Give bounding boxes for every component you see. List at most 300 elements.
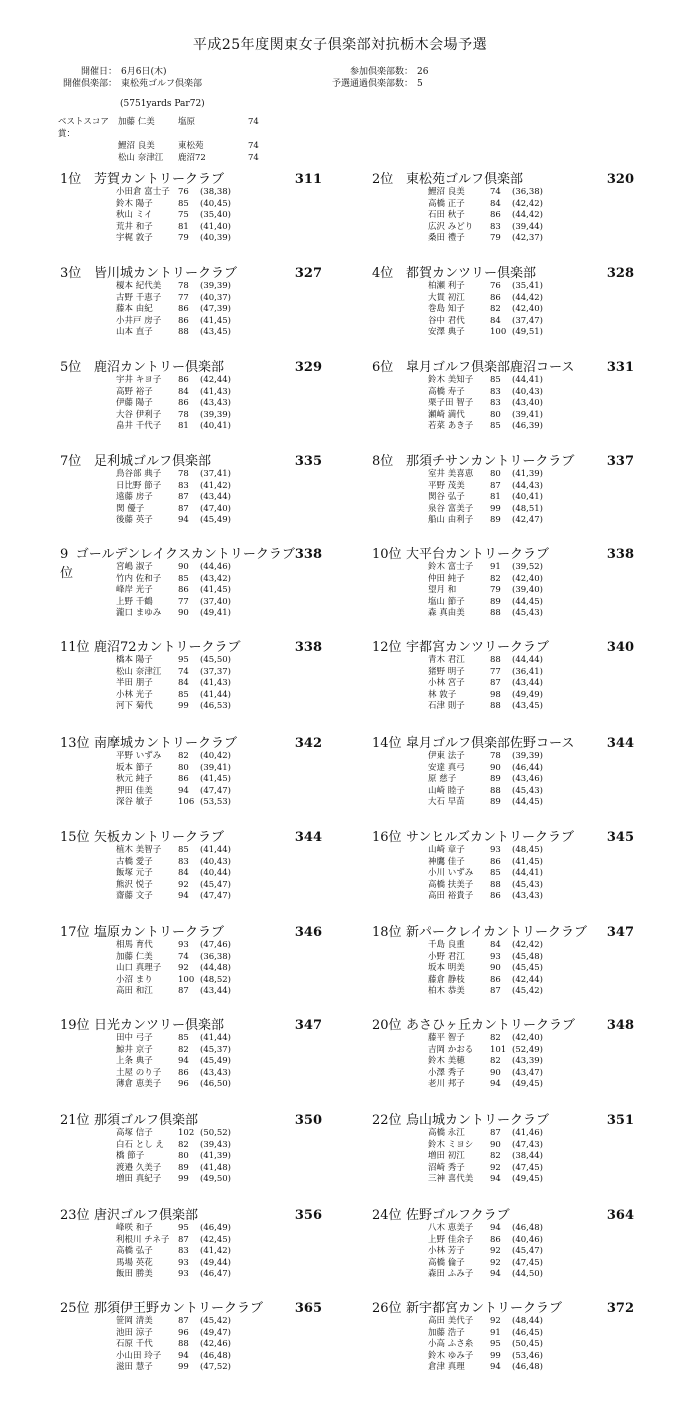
player-row [116,940,322,952]
player-split: (46,48) [512,1362,543,1372]
player-score: 84 [178,386,189,397]
player-score: 88 [178,1339,189,1349]
player-name: 山崎 章子 [428,845,465,855]
player-row [116,1045,322,1057]
player-row [116,678,322,690]
player-score: 83 [178,856,189,867]
player-row [428,421,634,433]
player-split: (48,44) [512,1316,543,1326]
player-split: (47,47) [200,785,231,796]
team-club-name: 日光カンツリー倶楽部 [94,1018,225,1033]
player-split: (44,43) [512,480,543,491]
team-header [60,921,322,939]
player-score: 89 [490,774,501,784]
team-header [372,636,634,654]
venue-label: 開催倶楽部： [62,79,117,89]
team-rank: 23位 [60,1208,90,1223]
player-name: 宮嶋 淑子 [116,562,153,572]
player-name: 八木 恵美子 [428,1223,474,1233]
player-score: 88 [490,879,501,890]
player-name: 大石 早苗 [428,797,465,807]
player-name: 上野 千鶴 [116,596,153,607]
player-score: 94 [178,515,189,525]
player-name: 熊沢 悦子 [116,879,153,890]
player-name: 桑田 禮子 [428,233,465,243]
player-row [428,1339,634,1351]
player-name: 鈴木 富士子 [428,562,474,572]
player-name: 石原 千代 [116,1339,153,1349]
player-split: (44,45) [512,797,543,807]
player-split: (42,40) [512,573,543,584]
player-score: 87 [490,1128,501,1138]
team-club-name: 都賀カンツリー倶楽部 [406,266,537,281]
player-name: 望月 和 [428,585,457,595]
player-score: 92 [178,963,189,973]
player-split: (44,48) [200,963,231,973]
player-score: 86 [178,585,189,595]
player-row [116,327,322,339]
player-row [116,1223,322,1235]
player-row [428,1079,634,1091]
player-name: 飯田 勝美 [116,1269,153,1279]
player-row [116,1339,322,1351]
team-club-name: サンヒルズカントリークラブ [406,830,574,845]
team-rank: 18位 [372,925,402,940]
team-total-score: 311 [294,172,322,187]
player-split: (45,47) [512,1246,543,1256]
player-score: 91 [490,1327,501,1338]
player-score: 94 [490,1079,501,1089]
player-name: 谷中 君代 [428,315,465,326]
player-row [428,327,634,339]
team-rank: 20位 [372,1018,402,1033]
player-score: 80 [490,409,501,420]
player-split: (44,45) [512,596,543,607]
player-score: 94 [490,1174,501,1184]
team-club-name: 足利城ゴルフ倶楽部 [94,454,212,469]
player-name: 小野 君江 [428,951,465,962]
venue-value: 東松苑ゴルフ倶楽部 [121,79,203,89]
player-name: 高橋 正子 [428,198,465,209]
player-score: 84 [490,315,501,326]
team-header [60,1014,322,1032]
player-row [116,574,322,586]
player-name: 関 優子 [116,503,145,514]
team-total-score: 346 [294,925,322,940]
player-row [116,655,322,667]
player-split: (50,45) [512,1339,543,1349]
course-yards: (5751yards Par72) [120,99,205,109]
team-block [372,262,634,352]
player-split: (43,46) [512,774,543,784]
player-row [116,410,322,422]
team-rank: 5位 [60,360,82,375]
player-split: (48,51) [512,503,543,514]
player-score: 84 [490,198,501,209]
player-row [116,504,322,516]
player-list [428,562,634,620]
player-score: 89 [178,1162,189,1173]
player-split: (45,43) [512,608,543,618]
best-score-award [58,116,278,164]
player-score: 86 [178,1067,189,1078]
player-list [116,845,322,903]
player-row [116,597,322,609]
player-name: 吉岡 かおる [428,1044,474,1055]
player-score: 86 [490,891,501,901]
player-score: 86 [178,304,189,314]
player-row [428,667,634,679]
player-split: (41,44) [200,845,231,855]
player-row [116,975,322,987]
player-score: 86 [490,856,501,867]
team-block [60,450,322,540]
player-split: (45,50) [200,655,231,665]
player-row [428,1316,634,1328]
player-name: 安澤 典子 [428,327,465,337]
team-club-name: 矢板カントリークラブ [94,830,225,845]
player-name: 鈴木 陽子 [116,198,153,209]
player-score: 99 [178,701,189,711]
player-split: (45,42) [200,1316,231,1326]
player-name: 笹岡 清美 [116,1316,153,1326]
player-score: 88 [490,608,501,618]
player-score: 85 [490,421,501,431]
player-list [428,187,634,245]
player-split: (42,44) [512,974,543,985]
team-header [372,356,634,374]
player-split: (46,48) [512,1223,543,1233]
player-name: 関谷 弘子 [428,492,465,502]
player-name: 船山 由利子 [428,515,474,525]
team-club-name: 皐月ゴルフ倶楽部鹿沼コース [406,360,575,375]
player-name: 伊東 法子 [428,751,465,761]
player-score: 86 [490,1234,501,1245]
event-info-left [55,66,202,90]
player-row [116,774,322,786]
player-score: 90 [178,608,189,618]
player-row [428,608,634,620]
team-club-name: 唐沢ゴルフ倶楽部 [94,1208,199,1223]
team-header [372,732,634,750]
player-split: (48,52) [200,974,231,985]
player-split: (53,53) [200,797,231,807]
player-row [116,1316,322,1328]
player-score: 90 [490,762,501,773]
player-name: 古橋 愛子 [116,856,153,867]
player-list [116,375,322,433]
player-name: 榎本 紀代美 [116,281,162,291]
player-split: (36,38) [512,187,543,197]
player-score: 89 [490,797,501,807]
player-row [116,952,322,964]
player-row [428,281,634,293]
date-label: 開催日： [80,67,117,77]
player-row [116,1140,322,1152]
team-rank: 7位 [60,454,82,469]
player-split: (38,38) [200,187,231,197]
team-rank: 26位 [372,1301,402,1316]
player-score: 94 [178,1350,189,1361]
player-split: (49,50) [200,1174,231,1184]
player-split: (50,52) [200,1128,231,1138]
player-row [116,1151,322,1163]
player-name: 植木 美智子 [116,845,162,855]
player-split: (43,44) [200,492,231,502]
player-split: (43,45) [200,327,231,337]
player-row [428,1140,634,1152]
player-name: 森田 ふみ子 [428,1269,474,1279]
player-score: 77 [490,666,501,677]
player-split: (41,48) [200,1162,231,1173]
team-total-score: 350 [294,1113,322,1128]
team-rank: 17位 [60,925,90,940]
player-name: 宇梶 敦子 [116,233,153,243]
player-split: (41,43) [200,678,231,688]
player-row [428,1246,634,1258]
player-name: 坂本 明美 [428,963,465,973]
team-header [60,636,322,654]
player-name: 小沼 まり [116,974,153,985]
team-rank: 9位 [60,547,74,581]
player-split: (40,45) [200,198,231,209]
player-row [428,222,634,234]
player-score: 82 [490,1151,501,1161]
player-row [116,304,322,316]
team-total-score: 327 [294,266,322,281]
player-row [116,1128,322,1140]
team-total-score: 338 [294,640,322,655]
team-club-name: 南摩城カントリークラブ [94,736,238,751]
player-score: 86 [178,774,189,784]
player-row [116,986,322,998]
qualify-label: 予選通過倶楽部数： [331,79,413,89]
player-list [428,940,634,998]
player-row [428,1033,634,1045]
player-split: (45,43) [512,879,543,890]
player-list [116,655,322,713]
player-row [428,293,634,305]
team-rank: 1位 [60,172,82,187]
player-score: 78 [178,469,189,479]
team-rank: 2位 [372,172,394,187]
event-info-right [325,66,428,90]
player-split: (46,48) [200,1350,231,1361]
player-name: 高野 裕子 [116,386,153,397]
team-rank: 14位 [372,736,402,751]
player-score: 86 [178,398,189,408]
player-row [428,701,634,713]
team-block [372,450,634,540]
player-name: 秋山 ミイ [116,210,153,220]
player-score: 79 [490,233,501,243]
player-score: 87 [490,678,501,688]
best-club: 鹿沼72 [178,153,206,163]
qualify-value: 5 [417,79,423,89]
player-name: 藤本 由紀 [116,304,153,314]
player-row [428,1351,634,1363]
player-score: 86 [178,315,189,326]
player-score: 99 [178,1174,189,1184]
player-name: 鯉沼 良美 [428,187,465,197]
player-name: 上条 典子 [116,1056,153,1066]
player-score: 92 [490,1316,501,1326]
player-name: 巻島 知子 [428,304,465,314]
player-score: 100 [178,974,195,985]
team-block [60,921,322,1011]
player-score: 80 [490,469,501,479]
player-split: (49,41) [200,608,231,618]
team-header [372,826,634,844]
team-total-score: 344 [606,736,634,751]
player-name: 高田 美代子 [428,1316,474,1326]
team-rank: 3位 [60,266,82,281]
player-list [116,469,322,527]
player-row [116,210,322,222]
team-total-score: 331 [606,360,634,375]
player-name: 増田 初江 [428,1151,465,1161]
team-rank: 6位 [372,360,394,375]
team-block [372,732,634,822]
player-row [116,281,322,293]
player-row [116,1328,322,1340]
date-value: 6月6日(木) [121,67,167,77]
player-name: 瀬崎 満代 [428,409,465,420]
player-split: (35,40) [200,210,231,220]
team-total-score: 345 [606,830,634,845]
player-split: (42,45) [200,1234,231,1245]
player-score: 83 [178,480,189,491]
player-score: 75 [178,210,189,220]
player-list [116,1223,322,1281]
player-score: 90 [490,963,501,973]
player-split: (43,44) [512,678,543,688]
player-split: (41,44) [200,689,231,700]
player-name: 宇井 キヨ子 [116,375,162,385]
player-row [428,751,634,763]
player-score: 85 [178,573,189,584]
player-row [428,1068,634,1080]
player-split: (47,43) [512,1139,543,1150]
team-block [60,1014,322,1104]
best-score: 74 [248,153,259,163]
team-club-name: 皐月ゴルフ倶楽部佐野コース [406,736,575,751]
player-row [428,210,634,222]
player-row [428,410,634,422]
team-rank: 19位 [60,1018,90,1033]
player-score: 81 [490,492,501,502]
player-split: (39,44) [512,221,543,232]
player-split: (41,42) [200,480,231,491]
player-score: 95 [178,655,189,665]
player-row [428,1151,634,1163]
player-name: 小林 光子 [116,689,153,700]
best-score-label: ベストスコア賞： [58,117,109,139]
player-name: 倉津 真理 [428,1362,465,1372]
player-list [116,281,322,339]
player-name: 高田 和江 [116,986,153,996]
player-split: (42,44) [200,375,231,385]
player-row [428,868,634,880]
player-score: 87 [490,986,501,996]
player-split: (37,41) [200,469,231,479]
player-score: 86 [490,974,501,985]
player-row [428,975,634,987]
player-name: 押田 佳美 [116,785,153,796]
player-split: (43,43) [512,891,543,901]
team-block [60,1297,322,1387]
player-score: 83 [490,386,501,397]
page-title: 平成25年度関東女子倶楽部対抗栃木会場予選 [192,37,488,53]
player-score: 99 [178,1362,189,1372]
player-split: (49,51) [512,327,543,337]
player-row [116,562,322,574]
team-header [60,1297,322,1315]
player-name: 白石 とし え [116,1139,164,1150]
player-split: (47,45) [512,1257,543,1268]
team-club-name: 那須ゴルフ倶楽部 [94,1113,199,1128]
player-score: 87 [490,480,501,491]
player-split: (41,44) [200,1033,231,1043]
team-club-name: 新宇都宮カントリークラブ [406,1301,563,1316]
player-row [428,1174,634,1186]
player-name: 千島 良重 [428,940,465,950]
player-split: (43,43) [200,398,231,408]
player-name: 森 真由美 [428,608,465,618]
player-score: 91 [490,562,501,572]
player-list [428,1316,634,1374]
player-score: 85 [178,198,189,209]
team-header [60,262,322,280]
player-name: 遠藤 房子 [116,492,153,502]
player-row [428,1328,634,1340]
player-score: 74 [178,951,189,962]
player-score: 86 [490,292,501,303]
player-split: (39,40) [512,585,543,595]
player-name: 薄倉 恵美子 [116,1079,162,1089]
player-name: 小田倉 富士子 [116,187,170,197]
player-split: (41,45) [200,315,231,326]
player-row [428,574,634,586]
player-row [116,701,322,713]
player-row [116,857,322,869]
player-name: 渡邉 久美子 [116,1162,162,1173]
player-row [428,597,634,609]
player-name: 栗子田 智子 [428,398,474,408]
player-split: (39,43) [200,1139,231,1150]
player-split: (49,45) [512,1079,543,1089]
player-score: 92 [490,1257,501,1268]
player-score: 82 [490,1033,501,1043]
player-split: (39,41) [200,762,231,773]
player-row [116,797,322,809]
player-split: (43,45) [512,701,543,711]
best-score: 74 [248,141,259,151]
player-row [116,1362,322,1374]
player-row [428,398,634,410]
player-row [116,891,322,903]
player-row [116,1235,322,1247]
player-split: (40,37) [200,292,231,303]
player-score: 85 [490,375,501,385]
team-total-score: 348 [606,1018,634,1033]
player-row [428,678,634,690]
player-row [428,562,634,574]
player-name: 鈴木 ミヨシ [428,1139,474,1150]
player-split: (44,44) [512,655,543,665]
player-row [116,199,322,211]
player-score: 79 [178,233,189,243]
